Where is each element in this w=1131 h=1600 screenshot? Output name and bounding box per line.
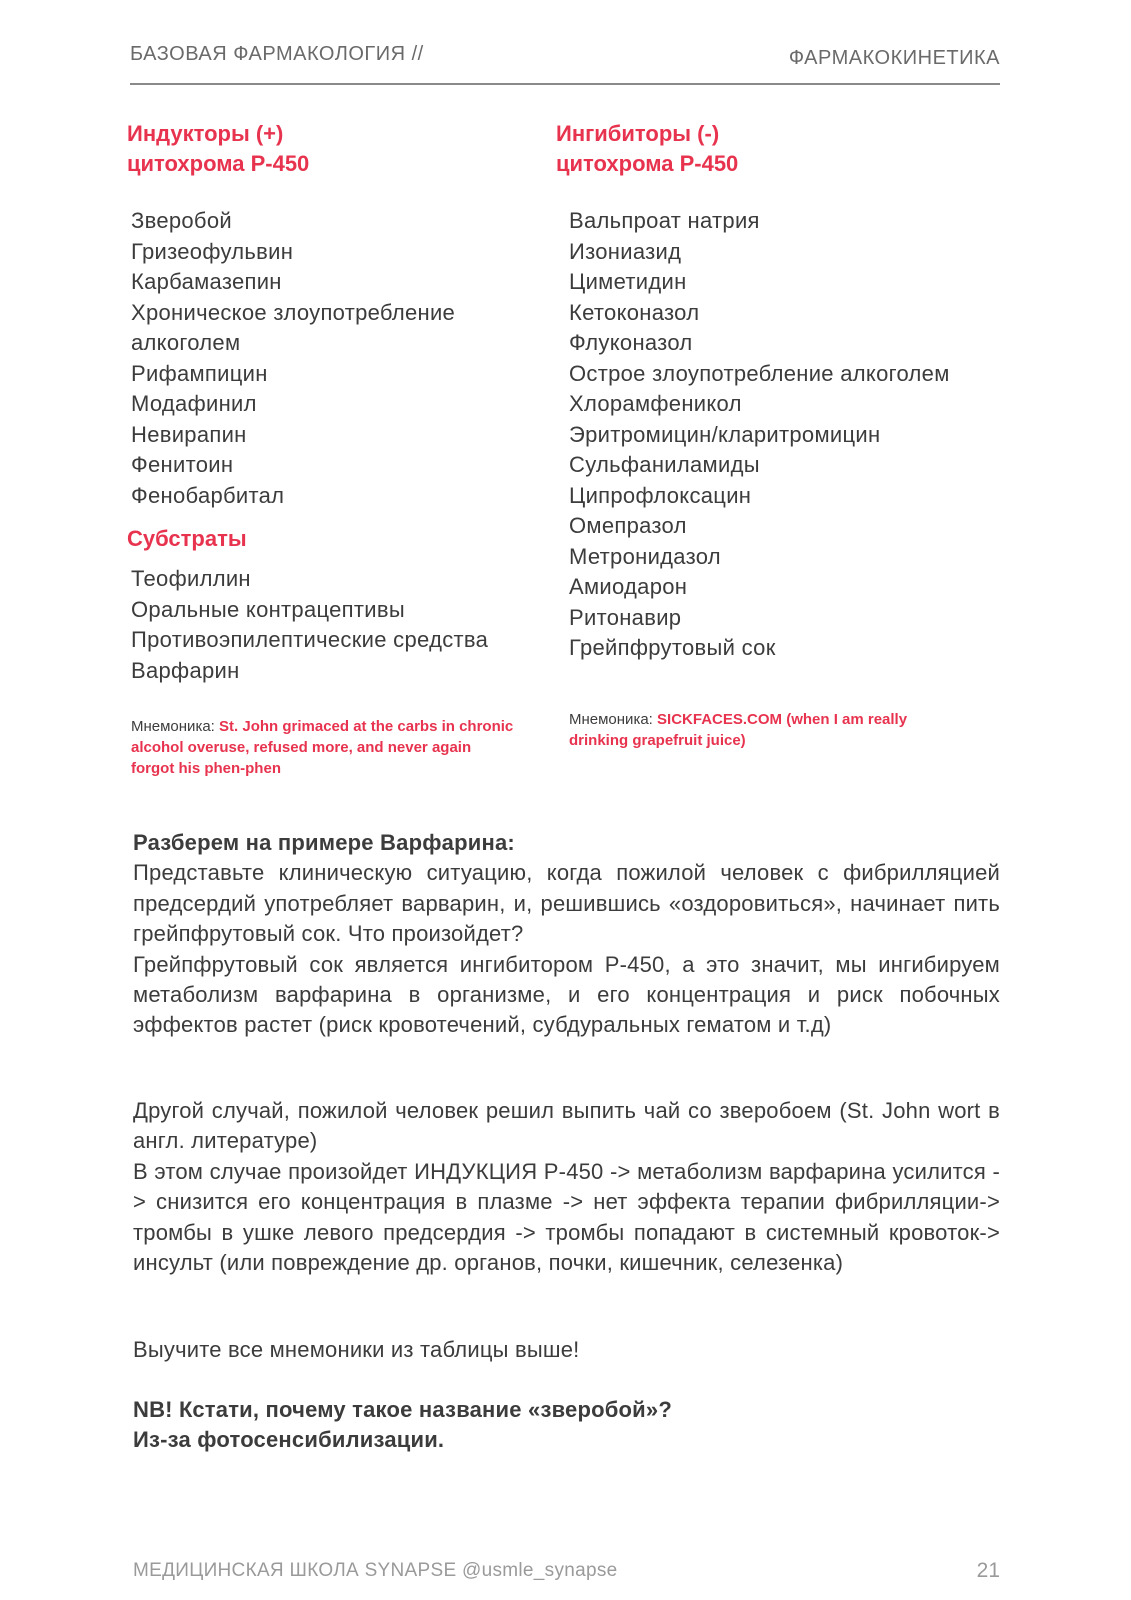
inhibitors-heading (556, 119, 738, 179)
list-item: Рифампицин (131, 360, 268, 386)
example-paragraph: Представьте клиническую ситуацию, когда пожилой человек с фибрилляцией предсердий употребляет варварин, и, решившись «оздоровиться», начинает пить грейпфрутовый сок. Что произойдет? (133, 860, 1000, 947)
inhibitors-mnemonic (569, 709, 959, 751)
example-paragraph: Грейпфрутовый сок является ингибитором Р-450, а это значит, мы ингибируем метаболизм варфарина в организме, и его концентрация и риск побочных эффектов растет (риск кровотечений, субдуральных гематом и т.д) (133, 951, 1000, 1038)
list-item: Ципрофлоксацин (569, 482, 752, 508)
list-item: Ритонавир (569, 604, 682, 630)
nb-note (133, 1395, 1000, 1456)
inductors-heading-line1: Индукторы (+) (127, 121, 284, 146)
list-item: Гризеофульвин (131, 238, 294, 264)
footer-credit: МЕДИЦИНСКАЯ ШКОЛА SYNAPSE @usmle_synapse (133, 1560, 618, 1581)
mnemonic-text: St. John grimaced at the carbs in chronic alcohol overuse, refused more, and never again forgot his phen-phen (131, 718, 514, 777)
example-paragraph: Другой случай, пожилой человек решил выпить чай со зверобоем (St. John wort в англ. литературе) (133, 1098, 1000, 1154)
learn-note (133, 1335, 1000, 1365)
list-item: Изониазид (569, 238, 682, 264)
substrates-mnemonic (131, 716, 516, 779)
example-paragraph: Выучите все мнемоники из таблицы выше! (133, 1337, 580, 1362)
list-item: Модафинил (131, 391, 257, 416)
substrates-heading: Субстраты (127, 526, 247, 551)
list-item: Оральные контрацептивы (131, 596, 405, 622)
header-course-title: БАЗОВАЯ ФАРМАКОЛОГИЯ // (130, 43, 424, 65)
list-item: Сульфаниламиды (569, 452, 760, 477)
list-item: Метронидазол (569, 543, 721, 569)
page-number: 21 (976, 1559, 1000, 1582)
list-item: алкоголем (131, 330, 241, 355)
list-item: Острое злоупотребление алкоголем (569, 360, 950, 386)
inhibitors-list (569, 206, 950, 664)
mnemonic-label: Мнемоника: (569, 711, 658, 728)
list-item: Хроническое злоупотребление (131, 299, 456, 325)
substrates-list (131, 564, 488, 686)
example-section (133, 828, 1000, 1041)
list-item: Карбамазепин (131, 269, 282, 294)
list-item: Зверобой (131, 208, 232, 233)
example-title: Разберем на примере Варфарина: (133, 830, 515, 855)
list-item: Варфарин (131, 657, 240, 683)
mnemonic-label: Мнемоника: (131, 718, 220, 735)
list-item: Омепразол (569, 513, 687, 538)
list-item: Циметидин (569, 269, 687, 294)
list-item: Грейпфрутовый сок (569, 635, 776, 660)
example-paragraph: В этом случае произойдет ИНДУКЦИЯ Р-450 -> метаболизм варфарина усилится -> снизится его концентрация в плазме -> нет эффекта терапии фибрилляции-> тромбы в ушке левого предсердия -> тромбы попадают в системный кровоток-> инсульт (или повреждение др. органов, почки, кишечник, селезенка) (133, 1158, 1000, 1276)
list-item: Противоэпилептические средства (131, 627, 489, 652)
nb-line: Из-за фотосенсибилизации. (133, 1427, 445, 1453)
header-section-title: ФАРМАКОКИНЕТИКА (788, 47, 1000, 69)
list-item: Флуконазол (569, 330, 693, 355)
list-item: Невирапин (131, 421, 247, 447)
inhibitors-heading-line2: цитохрома Р-450 (556, 151, 739, 176)
list-item: Фенобарбитал (131, 482, 285, 508)
list-item: Теофиллин (131, 566, 251, 591)
inductors-list (131, 206, 455, 511)
list-item: Кетоконазол (569, 299, 700, 325)
inhibitors-heading-line1: Ингибиторы (-) (556, 121, 720, 146)
list-item: Хлорамфеникол (569, 391, 742, 416)
list-item: Эритромицин/кларитромицин (569, 421, 881, 447)
list-item: Амиодарон (569, 574, 688, 599)
inductors-heading (127, 119, 309, 179)
second-case-section (133, 1096, 1000, 1278)
page-header (130, 43, 1000, 85)
list-item: Вальпроат натрия (569, 208, 760, 233)
nb-line: NB! Кстати, почему такое название «зверобой»? (133, 1397, 672, 1422)
mnemonic-text: SICKFACES.COM (when I am really drinking grapefruit juice) (569, 711, 908, 749)
inductors-heading-line2: цитохрома Р-450 (127, 151, 310, 176)
list-item: Фенитоин (131, 452, 234, 477)
